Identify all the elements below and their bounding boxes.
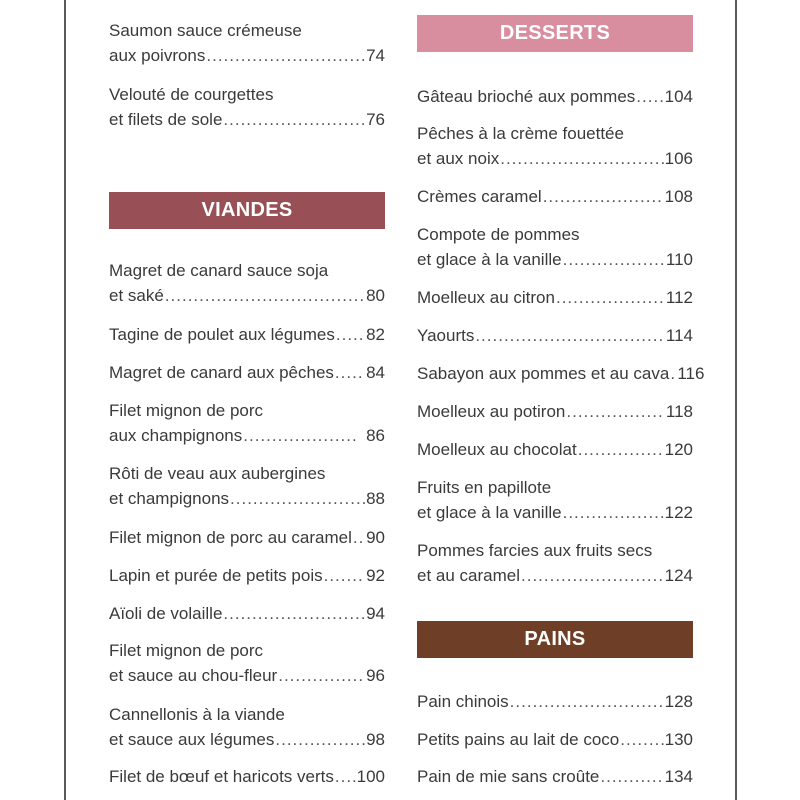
toc-entry [417,323,693,348]
page-number: 98 [366,730,385,749]
toc-entry [417,222,693,272]
page-border-left [64,0,66,800]
leader-dots [336,322,365,347]
leader-dots [475,323,665,348]
page-number: 112 [665,288,693,307]
entry-line: Magret de canard aux pêches [109,363,334,382]
leader-dots [335,764,356,789]
page-number: 84 [366,363,385,382]
entry-line: et sauce au chou-fleur [109,666,278,685]
leader-dots [578,437,664,462]
leader-dots [165,283,365,308]
page-number: 106 [664,149,693,168]
leader-dots [670,361,676,386]
page-number: 94 [366,604,385,623]
entry-line: et sauce aux légumes [109,730,275,749]
entry-line: Pommes farcies aux fruits secs [417,541,653,560]
leader-dots [636,84,663,109]
entry-line: aux champignons [109,426,243,445]
leader-dots [563,247,665,272]
entry-line: Moelleux au citron [417,288,555,307]
page-number: 76 [366,110,385,129]
toc-entry [109,82,385,132]
entry-line: Sabayon aux pommes et au cava [417,364,670,383]
toc-entry [109,702,385,752]
entry-line: Pêches à la crème fouettée [417,124,624,143]
page-number: 134 [664,767,693,786]
toc-entry [109,764,385,789]
entry-line: Moelleux au potiron [417,402,566,421]
entry-line: et filets de sole [109,110,223,129]
toc-entry [417,538,693,588]
page-number: 116 [677,364,705,383]
toc-entry [417,399,693,424]
page-number: 120 [664,440,693,459]
entry-line: Pain chinois [417,692,509,711]
entry-line: Petits pains au lait de coco [417,730,620,749]
page-number: 90 [366,528,385,547]
entry-line: aux poivrons [109,46,206,65]
leader-dots [223,107,365,132]
entry-line: Tagine de poulet aux légumes [109,325,335,344]
leader-dots [243,423,357,448]
leader-dots [521,563,664,588]
entry-line: Aïoli de volaille [109,604,223,623]
leader-dots [275,727,365,752]
entry-line: et glace à la vanille [417,250,562,269]
entry-line: Gâteau brioché aux pommes [417,87,636,106]
leader-dots [335,360,365,385]
section-banner-pains: PAINS [417,621,693,658]
leader-dots [510,689,664,714]
entry-line: Filet mignon de porc [109,401,264,420]
toc-entry [109,398,385,448]
entry-line: et glace à la vanille [417,503,562,522]
page-number: 114 [665,326,693,345]
leader-dots [600,764,663,789]
page-number: 104 [664,87,693,106]
toc-entry [109,601,385,626]
leader-dots [543,184,664,209]
page-number: 118 [665,402,693,421]
leader-dots [278,663,365,688]
toc-entry [417,437,693,462]
entry-line: et aux noix [417,149,500,168]
page-number: 108 [664,187,693,206]
leader-dots [324,563,365,588]
toc-entry [417,727,693,752]
entry-line: Velouté de courgettes [109,85,274,104]
page-number: 82 [366,325,385,344]
page-number: 100 [356,767,385,786]
page-number: 128 [664,692,693,711]
toc-entry [417,689,693,714]
leader-dots [566,399,665,424]
entry-line: Cannellonis à la viande [109,705,285,724]
toc-entry [109,18,385,68]
page-border-right [735,0,737,800]
toc-entry [417,121,693,171]
page-number: 110 [665,250,693,269]
entry-line: Filet mignon de porc [109,641,264,660]
leader-dots [206,43,365,68]
entry-line: Saumon sauce crémeuse [109,21,302,40]
page-number: 92 [366,566,385,585]
leader-dots [620,727,663,752]
leader-dots [500,146,663,171]
toc-entry [109,638,385,688]
entry-line: Crèmes caramel [417,187,542,206]
entry-line: Filet mignon de porc au caramel [109,528,352,547]
toc-entry [109,322,385,347]
toc-entry [109,563,385,588]
entry-line: et au caramel [417,566,520,585]
page-number: 124 [664,566,693,585]
toc-entry [109,360,385,385]
leader-dots [230,486,365,511]
page-number: 130 [664,730,693,749]
toc-entry [109,258,385,308]
entry-line: Filet de bœuf et haricots verts [109,767,334,786]
page-number: 80 [366,286,385,305]
toc-entry [417,285,693,310]
entry-line: et saké [109,286,164,305]
entry-line: Yaourts [417,326,475,345]
entry-line: Fruits en papillote [417,478,552,497]
toc-entry [109,461,385,511]
entry-line: Moelleux au chocolat [417,440,577,459]
toc-entry [417,184,693,209]
entry-line: Lapin et purée de petits pois [109,566,323,585]
entry-line: Rôti de veau aux aubergines [109,464,326,483]
entry-line: Compote de pommes [417,225,580,244]
toc-entry [417,764,693,789]
toc-entry [417,84,693,109]
leader-dots [556,285,665,310]
leader-dots [223,601,365,626]
entry-line: et champignons [109,489,230,508]
toc-entry [417,475,693,525]
page-number: 122 [664,503,693,522]
toc-entry [417,361,705,386]
section-banner-desserts: DESSERTS [417,15,693,52]
entry-line: Pain de mie sans croûte [417,767,600,786]
leader-dots [563,500,664,525]
toc-entry [109,525,385,550]
page-number: 88 [366,489,385,508]
page-number: 86 [366,426,385,445]
page-number: 74 [366,46,385,65]
leader-dots [353,525,365,550]
page-number: 96 [366,666,385,685]
entry-line: Magret de canard sauce soja [109,261,329,280]
section-banner-viandes: VIANDES [109,192,385,229]
